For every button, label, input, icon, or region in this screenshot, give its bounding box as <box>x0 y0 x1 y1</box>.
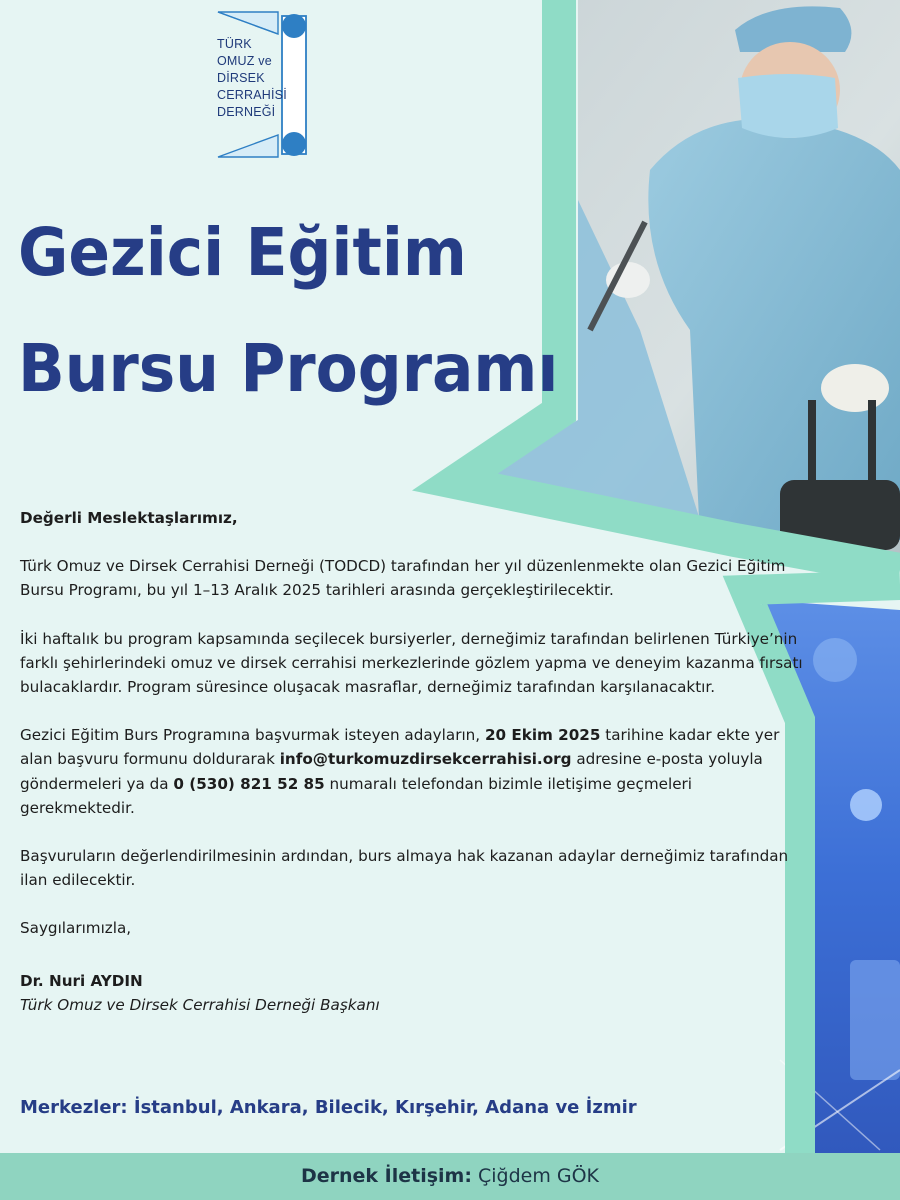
footer-contact-bar <box>0 1153 900 1200</box>
application-text: Gezici Eğitim Burs Programına başvurmak isteyen adayların, <box>20 726 485 745</box>
paragraph-application <box>20 723 810 820</box>
paragraph-program-dates: Türk Omuz ve Dirsek Cerrahisi Derneği (TODCD) tarafından her yıl düzenlenmekte olan Gezici Eğitim Bursu Programı, bu yıl 1–13 Aralık 2025 tarihleri arasında gerçekleştirilecektir. <box>20 557 786 600</box>
contact-phone: 0 (530) 821 52 85 <box>173 774 325 793</box>
logo-text <box>217 36 287 121</box>
paragraph-announcement: Başvuruların değerlendirilmesinin ardından, burs almaya hak kazanan adaylar derneğimiz tarafından ilan edilecektir. <box>20 847 789 890</box>
logo-line: OMUZ ve <box>217 54 272 68</box>
logo-line: DİRSEK <box>217 71 265 85</box>
signature-title: Türk Omuz ve Dirsek Cerrahisi Derneği Başkanı <box>20 995 380 1014</box>
logo-line: DERNEĞİ <box>217 105 276 119</box>
logo-line: TÜRK <box>217 37 252 51</box>
footer-contact-name: Çiğdem GÖK <box>471 1165 600 1187</box>
application-text: adresine e-posta yoluyla göndermeleri ya da <box>20 750 763 793</box>
application-text: numaralı telefondan bizimle iletişime geçmeleri gerekmektedir. <box>20 774 693 817</box>
title-line-1: Gezici Eğitim <box>18 214 467 291</box>
announcement-letter <box>20 506 810 1017</box>
centers-label: Merkezler: <box>20 1097 128 1118</box>
footer-contact-label: Dernek İletişim: <box>300 1165 472 1187</box>
centers-line <box>20 1097 637 1118</box>
contact-email: info@turkomuzdirsekcerrahisi.org <box>279 750 572 769</box>
paragraph-program-scope: İki haftalık bu program kapsamında seçilecek bursiyerler, derneğimiz tarafından belirlenen Türkiye’nin farklı şehirlerindeki omuz ve dirsek cerrahisi merkezlerinde gözlem yapma ve deneyim kazanma fırsatı bulacaklardır. Program süresince oluşacak masraflar, derneğimiz tarafından karşılanacaktır. <box>20 629 803 697</box>
title-line-2: Bursu Programı <box>18 330 559 407</box>
application-deadline: 20 Ekim 2025 <box>484 726 601 745</box>
greeting: Değerli Meslektaşlarımız, <box>20 509 238 527</box>
closing: Saygılarımızla, <box>20 919 132 938</box>
application-text: tarihine kadar ekte yer alan başvuru formunu doldurarak <box>20 726 780 769</box>
signature-name: Dr. Nuri AYDIN <box>20 971 143 990</box>
page-title <box>18 195 558 427</box>
centers-list: İstanbul, Ankara, Bilecik, Kırşehir, Adana ve İzmir <box>127 1097 637 1118</box>
logo-line: CERRAHİSİ <box>217 88 287 102</box>
